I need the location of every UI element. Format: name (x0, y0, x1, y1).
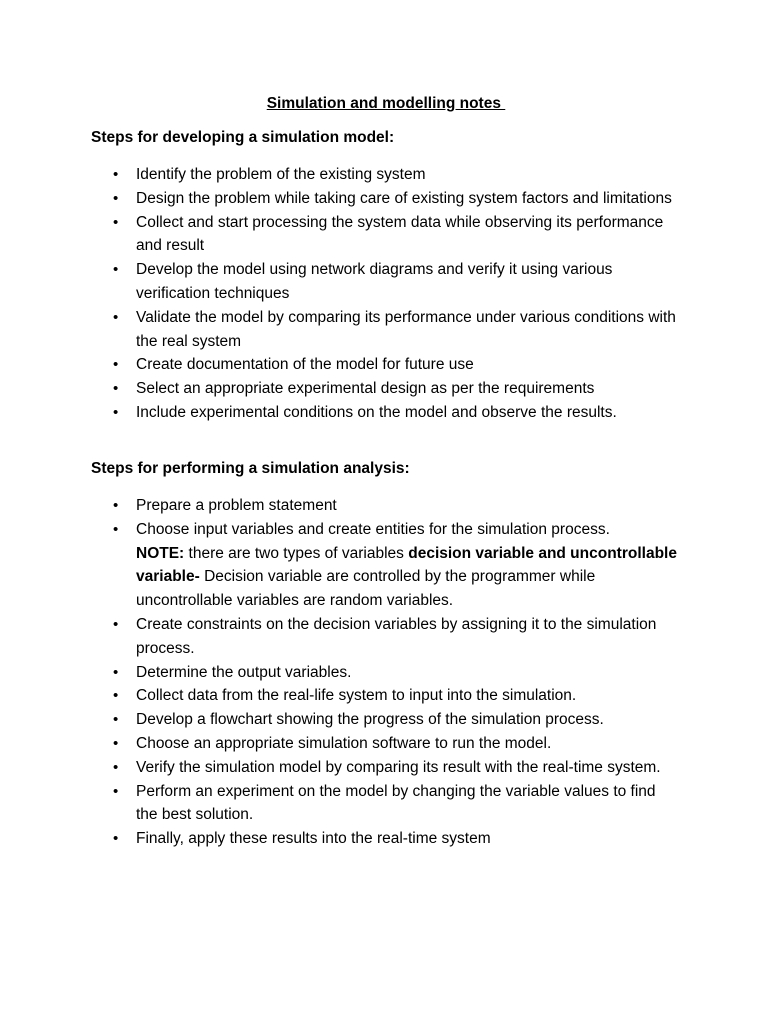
list-item (0, 353, 768, 377)
bullet-icon: • (113, 830, 119, 848)
list-item (0, 377, 768, 401)
bullet-icon: • (113, 261, 119, 279)
bullet-icon: • (113, 734, 119, 752)
bullet-icon: • (113, 711, 119, 729)
list-item-text: Collect and start processing the system data while observing its performance and result (136, 213, 664, 255)
list-item-text: Determine the output variables. (136, 663, 352, 681)
list-item-text: Include experimental conditions on the model and observe the results. (136, 403, 617, 421)
bullet-icon: • (113, 615, 119, 633)
list-item (0, 211, 768, 259)
list-item (0, 780, 768, 828)
list-item-text: Choose input variables and create entities for the simulation process. (136, 520, 610, 538)
list-item (0, 732, 768, 756)
list-item-text: Collect data from the real-life system to input into the simulation. (136, 687, 577, 705)
bullet-icon: • (113, 687, 119, 705)
bullet-icon: • (113, 166, 119, 183)
bullet-icon: • (113, 520, 119, 538)
list-item-text: Verify the simulation model by comparing its result with the real-time system. (136, 758, 661, 776)
list-item (0, 827, 768, 851)
note-label: NOTE: (136, 544, 185, 562)
list-item-text: Develop the model using network diagrams and verify it using various verification techniques (136, 261, 613, 302)
list-item (0, 187, 768, 211)
bullet-icon: • (113, 497, 119, 514)
list-item-text: Create constraints on the decision variables by assigning it to the simulation process. (136, 615, 657, 657)
developing-steps-list (0, 163, 768, 425)
list-item (0, 684, 768, 708)
list-item-text: Validate the model by comparing its performance under various conditions with the real system (136, 308, 676, 350)
note-text-1: there are two types of variables (184, 544, 409, 562)
section-heading-analysis: Steps for performing a simulation analysis: (91, 460, 410, 477)
section-heading-developing: Steps for developing a simulation model: (91, 129, 395, 146)
list-item-text: Develop a flowchart showing the progress of the simulation process. (136, 711, 604, 729)
list-item (0, 518, 768, 613)
bullet-icon: • (113, 758, 119, 776)
bullet-icon: • (113, 213, 119, 231)
bullet-icon: • (113, 403, 119, 421)
list-item-text: Choose an appropriate simulation software to run the model. (136, 734, 552, 752)
list-item-text: Select an appropriate experimental design as per the requirements (136, 380, 595, 398)
list-item (0, 163, 768, 187)
bullet-icon: • (113, 308, 119, 326)
bullet-icon: • (113, 189, 119, 207)
bullet-icon: • (113, 356, 119, 374)
note-text-2: Decision variable are controlled by the programmer while uncontrollable variables are random variables. (136, 568, 596, 610)
list-item (0, 494, 768, 518)
document-title: Simulation and modelling notes (266, 95, 506, 112)
list-item-text: Finally, apply these results into the real-time system (136, 830, 491, 848)
list-item (0, 708, 768, 732)
list-item-text: Perform an experiment on the model by changing the variable values to find the best solution. (136, 782, 656, 824)
bullet-icon: • (113, 663, 119, 681)
bullet-icon: • (113, 782, 119, 800)
list-item (0, 661, 768, 685)
list-item (0, 258, 768, 306)
list-item (0, 756, 768, 780)
analysis-steps-list (0, 494, 768, 851)
list-item (0, 401, 768, 425)
list-item-text: Create documentation of the model for future use (136, 356, 474, 374)
list-item-text: Identify the problem of the existing system (136, 166, 426, 183)
list-item (0, 613, 768, 661)
list-item-text: Design the problem while taking care of existing system factors and limitations (136, 189, 672, 207)
list-item-text: Prepare a problem statement (136, 497, 337, 514)
bullet-icon: • (113, 380, 119, 398)
note-bold-terms: decision variable and uncontrollable variable- (136, 544, 677, 586)
list-item (0, 306, 768, 354)
